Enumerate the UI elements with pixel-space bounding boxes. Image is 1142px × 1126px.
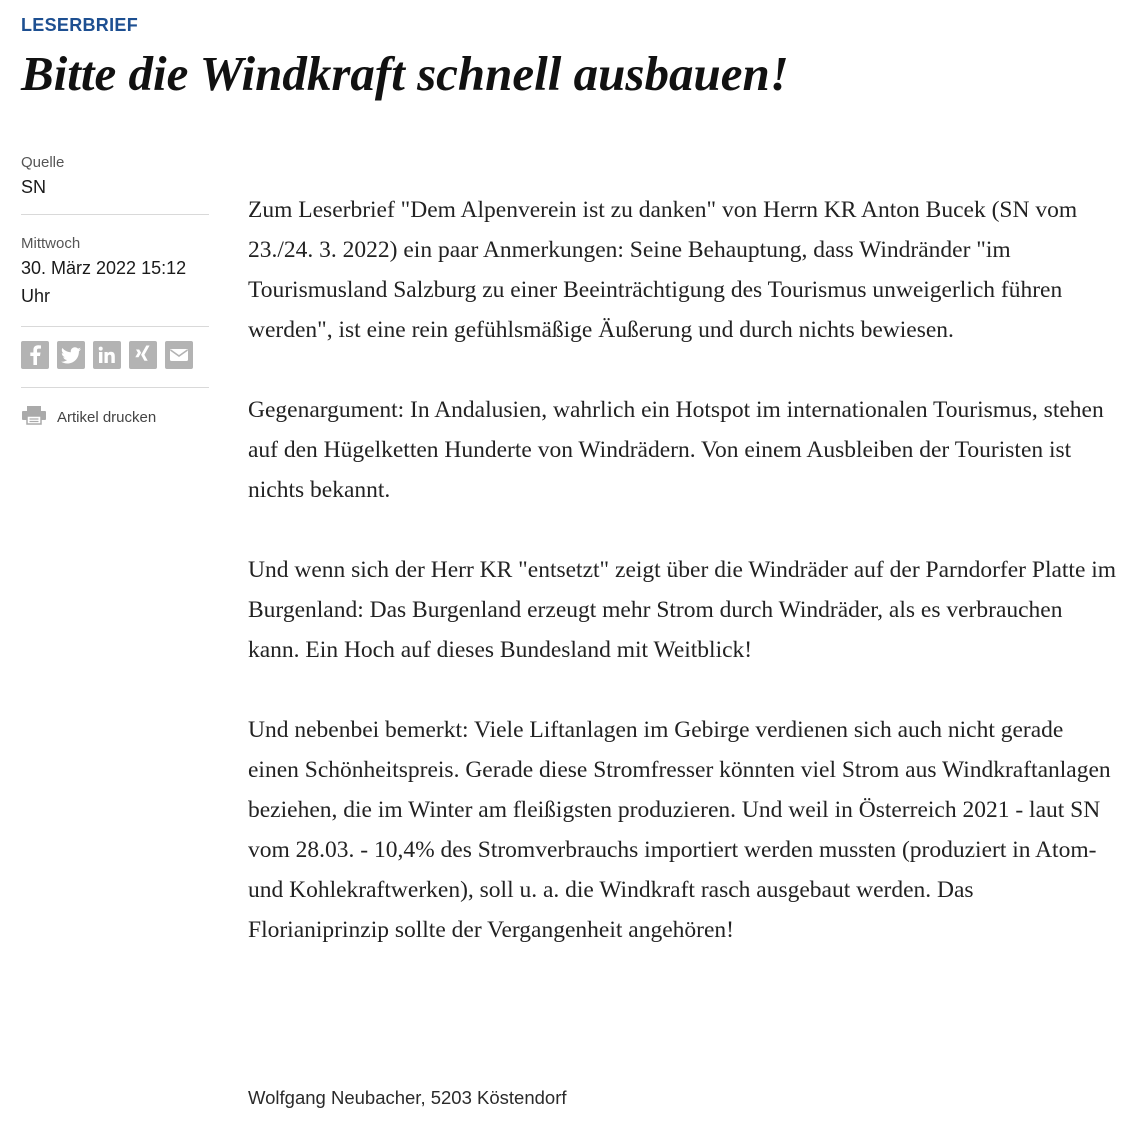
meta-divider [21, 387, 209, 388]
print-article-button[interactable] [21, 405, 156, 430]
meta-divider [21, 326, 209, 327]
article-paragraph: Und nebenbei bemerkt: Viele Liftanlagen im Gebirge verdienen sich auch nicht gerade einen Schönheitspreis. Gerade diese Stromfresser könnten viel Strom aus Windkraftanlagen beziehen, die im Winter am fleißigsten produzieren. Und weil in Österreich 2021 - laut SN vom 28.03. - 10,4% des Stromverbrauchs importiert werden mussten (produziert in Atom- und Kohlekraftwerken), soll u. a. die Windkraft rasch ausgebaut werden. Das Florianiprinzip sollte der Vergangenheit angehören! [248, 717, 1111, 943]
source-label: Quelle [21, 154, 65, 171]
mail-icon[interactable] [165, 341, 193, 369]
weekday-label: Mittwoch [21, 235, 81, 252]
article-body [248, 190, 1118, 950]
article-paragraph: Und wenn sich der Herr KR "entsetzt" zeigt über die Windräder auf der Parndorfer Platte im Burgenland: Das Burgenland erzeugt mehr Strom durch Windräder, als es verbrauchen kann. Ein Hoch auf dieses Bundesland mit Weitblick! [248, 557, 1117, 663]
xing-icon[interactable] [129, 341, 157, 369]
linkedin-icon[interactable] [93, 341, 121, 369]
meta-divider [21, 214, 209, 215]
print-label: Artikel drucken [57, 409, 157, 426]
article-headline: Bitte die Windkraft schnell ausbauen! [21, 46, 789, 101]
article-paragraph: Zum Leserbrief "Dem Alpenverein ist zu danken" von Herrn KR Anton Bucek (SN vom 23./24. 3. 2022) ein paar Anmerkungen: Seine Behauptung, dass Windränder "im Tourismusland Salzburg zu einer Beeinträchtigung des Tourismus unweigerlich führen werden", ist eine rein gefühlsmäßige Äußerung und durch nichts bewiesen. [248, 197, 1078, 343]
twitter-icon[interactable] [57, 341, 85, 369]
article-author: Wolfgang Neubacher, 5203 Köstendorf [248, 1087, 567, 1108]
facebook-icon[interactable] [21, 341, 49, 369]
printer-icon [21, 405, 47, 430]
article-kicker: LESERBRIEF [21, 15, 139, 35]
date-block [21, 234, 209, 310]
source-block [21, 153, 64, 201]
source-value: SN [21, 177, 47, 197]
article-paragraph: Gegenargument: In Andalusien, wahrlich ein Hotspot im internationalen Tourismus, stehen auf den Hügelketten Hunderte von Windrädern. Von einem Ausbleiben der Touristen ist nichts bekannt. [248, 397, 1104, 503]
share-buttons [21, 341, 193, 369]
publish-date: 30. März 2022 15:12 Uhr [21, 258, 187, 306]
